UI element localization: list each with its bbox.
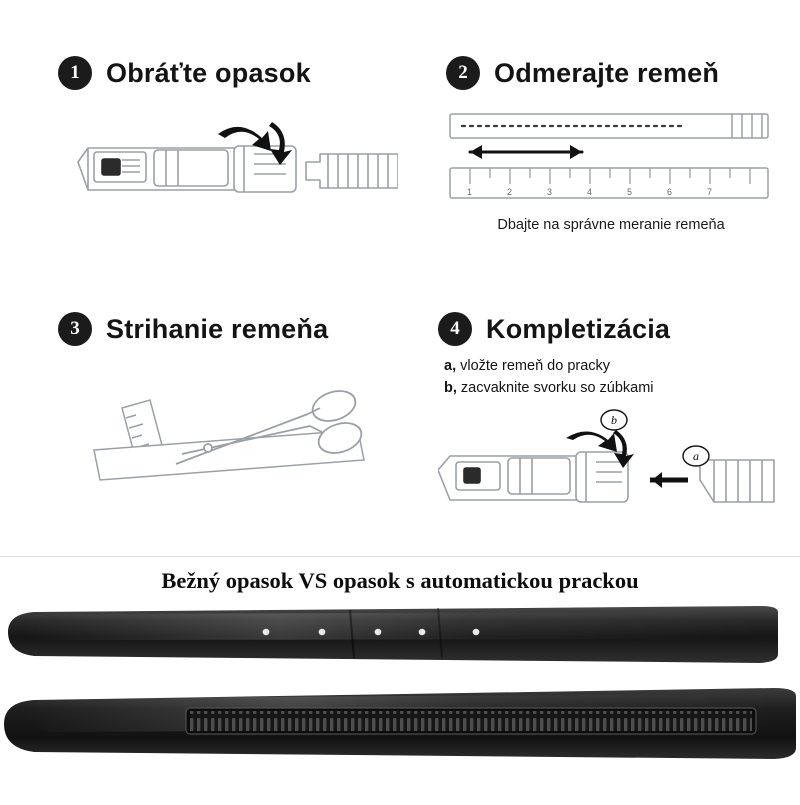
scissors-cut-icon [58,364,408,504]
svg-text:6: 6 [667,187,673,197]
step-1 [58,56,398,219]
step-1-title: Obráťte opasok [106,57,311,88]
step-4-number-badge: 4 [438,312,472,346]
step-3 [58,312,408,509]
step-4-title: Kompletizácia [486,313,671,344]
step-3-title: Strihanie remeňa [106,313,329,344]
step-4-substep-b [444,378,778,400]
step-1-number-badge: 1 [58,56,92,90]
step-4-substeps [444,356,778,400]
step-3-number-badge: 3 [58,312,92,346]
ruler-measure-icon [446,106,776,206]
buckle-assembly-icon [438,408,778,528]
step-2-illustration [446,106,776,233]
svg-text:3: 3 [547,187,553,197]
belt-buckle-flip-icon [58,104,398,214]
step-1-header [58,56,398,90]
step-4-substep-b-marker: b, [444,379,457,396]
step-2-title: Odmerajte remeň [494,57,720,88]
step-2 [446,56,776,233]
section-divider [0,556,800,557]
step-4 [438,312,778,533]
svg-text:4: 4 [587,187,593,197]
step-3-header [58,312,408,346]
step-3-illustration [58,364,408,509]
automatic-belt-image [4,688,796,759]
step-2-header [446,56,776,90]
marker-b-label: b [611,412,617,427]
step-4-substep-b-text: zacvaknite svorku so zúbkami [456,379,654,396]
step-4-substep-a-marker: a, [444,358,457,374]
step-4-header [438,312,778,346]
step-4-substep-a-text: vložte remeň do pracky [456,358,611,374]
step-4-substep-a [444,356,778,378]
comparison-title: Bežný opasok VS opasok s automatickou prackou [161,568,639,593]
svg-text:1: 1 [467,187,473,197]
step-2-number-badge: 2 [446,56,480,90]
classic-belt-image [8,606,778,663]
belt-comparison-images [0,596,800,800]
step-4-illustration [438,408,778,533]
svg-text:7: 7 [707,187,713,197]
marker-a-label: a [693,448,699,463]
step-1-illustration [58,104,398,219]
step-2-caption: Dbajte na správne meranie remeňa [497,217,725,233]
svg-text:5: 5 [627,187,633,197]
belts-photo-illustration [0,596,800,800]
svg-text:2: 2 [507,187,513,197]
